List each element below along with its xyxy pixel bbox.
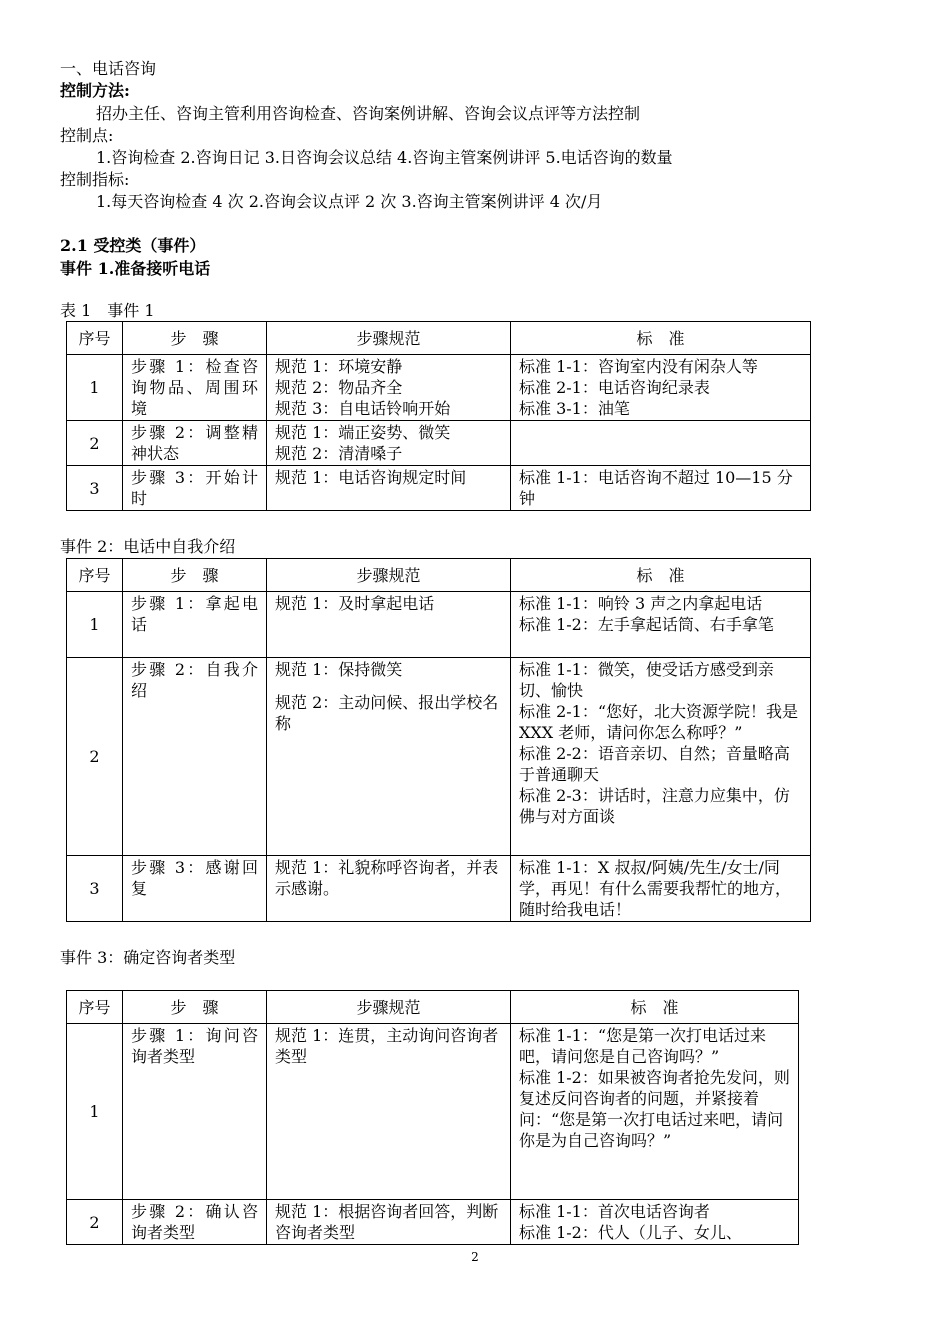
spec-cell [267,658,511,856]
standard-line: 标准 3-1：油笔 [519,399,630,418]
spec-line: 规范 1：电话咨询规定时间 [275,468,467,487]
control-method-text: 招办主任、咨询主管利用咨询检查、咨询案例讲解、咨询会议点评等方法控制 [96,104,641,123]
header-standard: 标 准 [511,322,811,355]
event1-title: 事件 1.准备接听电话 [60,259,211,278]
standard-line: 标准 1-2：代人（儿子、女儿、 [519,1223,742,1242]
step-cell: 步骤 2：自我介绍 [123,658,267,856]
standard-cell [511,466,811,511]
table-row [67,421,811,466]
subsection-title: 2.1 受控类（事件） [60,236,206,255]
standard-line: 标准 1-1：“您是第一次打电话过来吧，请问您是自己咨询吗？” [519,1026,767,1066]
page-number: 2 [471,1250,479,1264]
standard-line: 标准 2-2：语音亲切、自然；音量略高于普通聊天 [519,744,790,784]
spec-line: 规范 1：及时拿起电话 [275,594,435,613]
header-standard: 标 准 [511,559,811,592]
control-indicators-text: 1.每天咨询检查 4 次 2.咨询会议点评 2 次 3.咨询主管案例讲评 4 次/月 [96,192,603,211]
header-num: 序号 [67,991,123,1024]
standard-line: 标准 1-1：首次电话咨询者 [519,1202,710,1221]
spec-line: 规范 3：自电话铃响开始 [275,399,451,418]
row-number: 2 [67,421,123,466]
spec-cell [267,355,511,421]
table-row [67,355,811,421]
row-number: 3 [67,856,123,922]
row-number: 1 [67,1024,123,1200]
standard-line: 标准 1-1：X 叔叔/阿姨/先生/女士/同学，再见！有什么需要我帮忙的地方，随时给我电话！ [519,858,792,919]
standard-line: 标准 2-3：讲话时，注意力应集中，仿佛与对方面谈 [519,786,790,826]
control-indicators-label: 控制指标: [60,170,130,189]
control-method-label: 控制方法: [60,81,130,100]
table-row [67,856,811,922]
standard-line: 标准 2-1：“您好，北大资源学院！我是 XXX 老师，请问你怎么称呼？” [519,702,799,742]
step-cell: 步骤 1：检查咨询物品、周围环境 [123,355,267,421]
spec-line: 规范 1：礼貌称呼咨询者，并表示感谢。 [275,858,499,898]
standard-cell [511,1200,799,1245]
row-number: 2 [67,1200,123,1245]
standard-line: 标准 1-1：电话咨询不超过 10—15 分钟 [519,468,793,508]
row-number: 1 [67,592,123,658]
spec-line: 规范 1：保持微笑 [275,660,403,679]
table3-caption: 事件 3：确定咨询者类型 [60,948,236,967]
standard-cell [511,421,811,466]
table3 [66,990,799,1245]
spec-cell [267,856,511,922]
table-row [67,1200,799,1245]
standard-line: 标准 1-1：咨询室内没有闲杂人等 [519,357,758,376]
spec-line: 规范 1：环境安静 [275,357,403,376]
step-cell: 步骤 1：拿起电话 [123,592,267,658]
spec-cell [267,466,511,511]
standard-line: 标准 1-2：左手拿起话筒、右手拿笔 [519,615,774,634]
standard-line: 标准 1-2：如果被咨询者抢先发问，则复述反问咨询者的问题，并紧接着问：“您是第一次打电话过来吧，请问你是为自己咨询吗？” [519,1068,790,1150]
row-number: 3 [67,466,123,511]
table-row [67,466,811,511]
standard-line: 标准 1-1：响铃 3 声之内拿起电话 [519,594,763,613]
row-number: 2 [67,658,123,856]
section-heading: 一、电话咨询 [60,59,157,78]
spec-line: 规范 2：清清嗓子 [275,444,403,463]
table-header-row [67,559,811,592]
step-cell: 步骤 3：开始计时 [123,466,267,511]
step-cell: 步骤 2：确认咨询者类型 [123,1200,267,1245]
spec-cell [267,421,511,466]
header-step: 步 骤 [123,322,267,355]
table-header-row [67,991,799,1024]
control-points-text: 1.咨询检查 2.咨询日记 3.日咨询会议总结 4.咨询主管案例讲评 5.电话咨询的数量 [96,148,673,167]
header-spec: 步骤规范 [267,322,511,355]
standard-cell [511,355,811,421]
standard-cell [511,856,811,922]
standard-cell [511,592,811,658]
header-spec: 步骤规范 [267,991,511,1024]
header-step: 步 骤 [123,991,267,1024]
spec-line: 规范 1：端正姿势、微笑 [275,423,451,442]
step-cell: 步骤 1：询问咨询者类型 [123,1024,267,1200]
table-row [67,592,811,658]
table-row [67,1024,799,1200]
table-header-row [67,322,811,355]
line-spacer [275,680,502,692]
table1-caption: 表 1 事件 1 [60,301,155,320]
spec-line: 规范 2：物品齐全 [275,378,403,397]
spec-cell [267,592,511,658]
control-points-label: 控制点: [60,126,114,145]
table2-caption: 事件 2：电话中自我介绍 [60,537,236,556]
spec-line: 规范 1：连贯，主动询问咨询者类型 [275,1026,499,1066]
standard-cell [511,658,811,856]
step-cell: 步骤 3：感谢回复 [123,856,267,922]
standard-line: 标准 2-1：电话咨询纪录表 [519,378,710,397]
table2 [66,558,811,922]
step-cell: 步骤 2：调整精神状态 [123,421,267,466]
header-num: 序号 [67,559,123,592]
spec-cell [267,1024,511,1200]
spec-line: 规范 1：根据咨询者回答，判断咨询者类型 [275,1202,499,1242]
table-row [67,658,811,856]
table1 [66,321,811,511]
standard-cell [511,1024,799,1200]
header-standard: 标 准 [511,991,799,1024]
header-step: 步 骤 [123,559,267,592]
header-spec: 步骤规范 [267,559,511,592]
standard-line: 标准 1-1：微笑，使受话方感受到亲切、愉快 [519,660,774,700]
row-number: 1 [67,355,123,421]
spec-line: 规范 2：主动问候、报出学校名称 [275,693,499,733]
header-num: 序号 [67,322,123,355]
spec-cell [267,1200,511,1245]
